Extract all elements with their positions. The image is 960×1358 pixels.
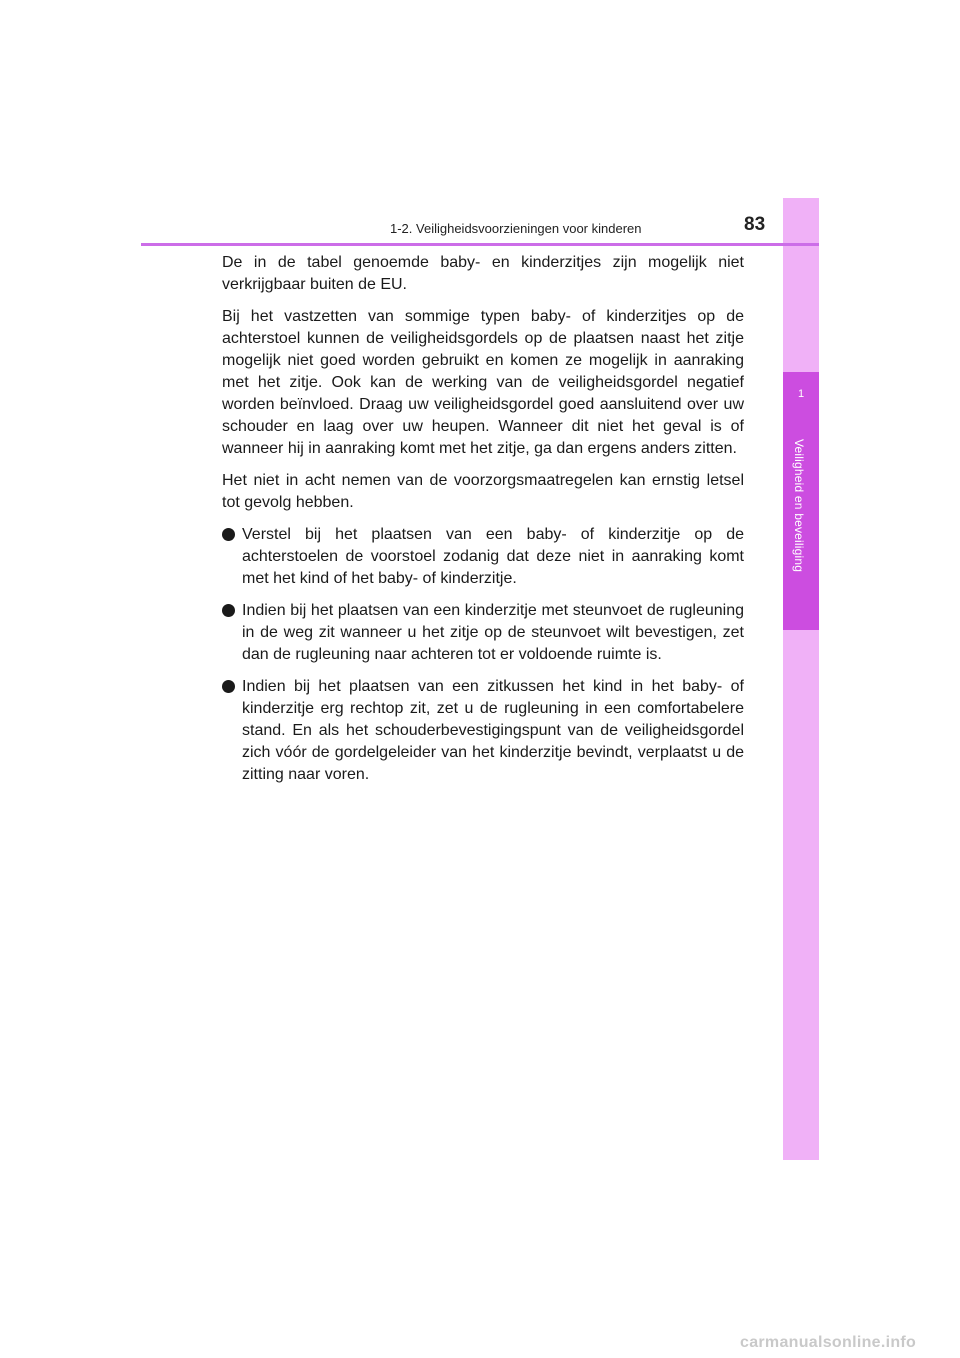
chapter-title: Veiligheid en beveiliging — [792, 439, 806, 573]
list-item-text: Indien bij het plaatsen van een zitkussen het kind in het baby- of kinderzitje erg rechtop zit, zet u de rugleuning in een comfortabelere stand. En als het schouderbevestigingspunt van de veiligheidsgordel zich vóór de gordelgeleider van het kinderzitje bevindt, verplaatst u de zitting naar voren. — [242, 678, 744, 783]
list-item-text: Indien bij het plaatsen van een kinderzitje met steunvoet de rugleuning in de weg zit wanneer u het zitje op de steunvoet wilt bevestigen, zet dan de rugleuning naar achteren tot er voldoende ruimte is. — [242, 602, 744, 663]
list-item — [222, 600, 744, 666]
paragraph: Bij het vastzetten van sommige typen baby- of kinderzitjes op de achterstoel kunnen de veiligheidsgordels op de plaatsen naast het zitje mogelijk niet goed worden gebruikt en komen ze mogelijk in aanraking met het zitje. Ook kan de werking van de veiligheidsgordel negatief worden beïnvloed. Draag uw veiligheidsgordel goed aansluitend over uw schouder en laag over uw heupen. Wanneer dit niet het geval is of wanneer hij in aanraking komt met het zitje, ga dan ergens anders zitten. — [222, 308, 744, 457]
page-body — [222, 252, 744, 796]
bullet-icon — [222, 528, 235, 541]
section-title: 1-2. Veiligheidsvoorzieningen voor kinderen — [390, 221, 642, 236]
list-item-text: Verstel bij het plaatsen van een baby- of kinderzitje op de achterstoelen de voorstoel zodanig dat deze niet in aanraking komt met het kind of het baby- of kinderzitje. — [242, 526, 744, 587]
watermark: carmanualsonline.info — [740, 1334, 917, 1351]
page-number: 83 — [744, 214, 766, 235]
bullet-icon — [222, 604, 235, 617]
header-divider — [141, 243, 819, 246]
list-item — [222, 676, 744, 786]
bullet-icon — [222, 680, 235, 693]
list-item — [222, 524, 744, 590]
paragraph: Het niet in acht nemen van de voorzorgsmaatregelen kan ernstig letsel tot gevolg hebben. — [222, 472, 744, 511]
chapter-number: 1 — [797, 388, 805, 400]
paragraph: De in de tabel genoemde baby- en kinderzitjes zijn mogelijk niet verkrijgbaar buiten de EU. — [222, 254, 744, 293]
side-tab — [783, 198, 819, 1160]
precaution-list — [222, 524, 744, 786]
